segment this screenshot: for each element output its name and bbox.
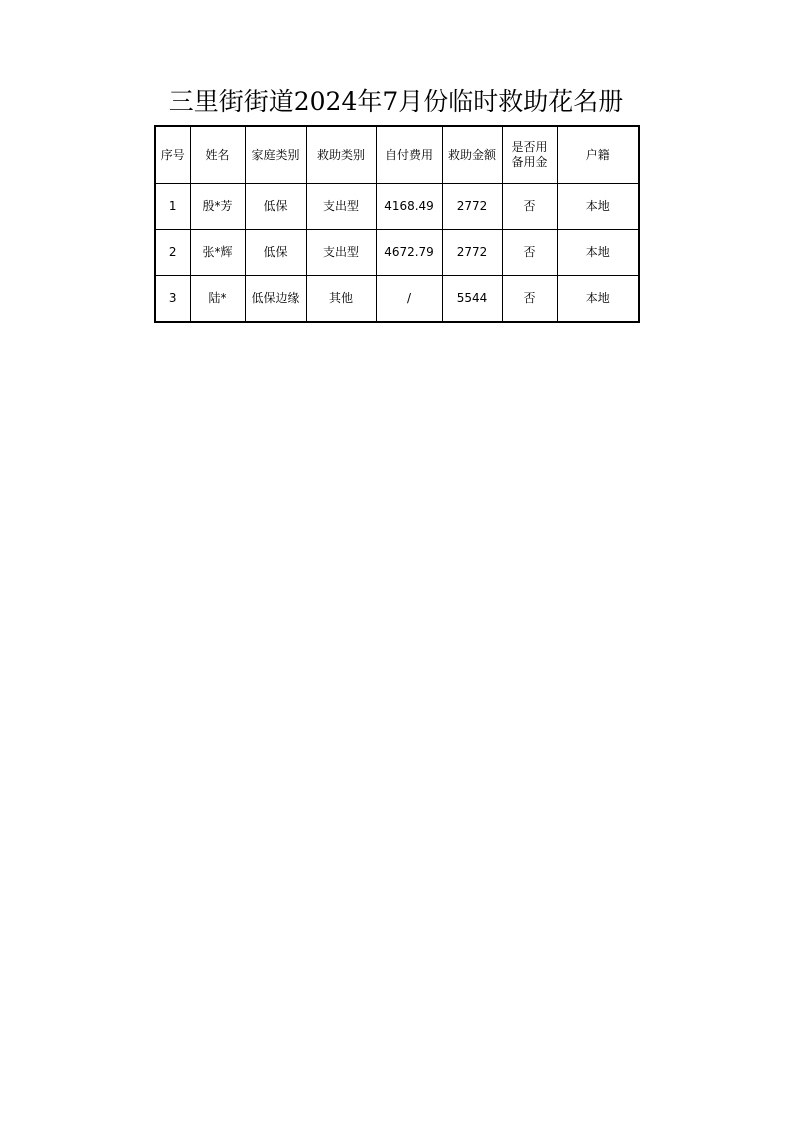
cell-aid-type: 支出型 [306,230,376,276]
cell-self-pay: / [376,276,442,323]
cell-name: 陆* [190,276,245,323]
cell-family-type: 低保边缘 [245,276,306,323]
table-row [155,276,639,323]
header-household: 户籍 [557,126,639,184]
header-family-type: 家庭类别 [245,126,306,184]
header-use-backup-fund-line1: 是否用 [511,140,548,154]
cell-seq: 1 [155,184,190,230]
cell-household: 本地 [557,184,639,230]
cell-use-backup-fund: 否 [502,276,557,323]
header-self-pay: 自付费用 [376,126,442,184]
cell-seq: 3 [155,276,190,323]
cell-use-backup-fund: 否 [502,184,557,230]
cell-aid-amount: 2772 [442,184,502,230]
cell-seq: 2 [155,230,190,276]
cell-family-type: 低保 [245,184,306,230]
cell-household: 本地 [557,276,639,323]
relief-roster-table [154,125,640,323]
cell-family-type: 低保 [245,230,306,276]
cell-aid-type: 支出型 [306,184,376,230]
cell-household: 本地 [557,230,639,276]
header-use-backup-fund [502,126,557,184]
header-aid-type: 救助类别 [306,126,376,184]
cell-aid-amount: 2772 [442,230,502,276]
table-row [155,230,639,276]
cell-aid-type: 其他 [306,276,376,323]
header-seq: 序号 [155,126,190,184]
table-header-row [155,126,639,184]
cell-self-pay: 4672.79 [376,230,442,276]
page-title: 三里街街道2024年7月份临时救助花名册 [168,87,624,116]
header-name: 姓名 [190,126,245,184]
cell-self-pay: 4168.49 [376,184,442,230]
cell-use-backup-fund: 否 [502,230,557,276]
cell-aid-amount: 5544 [442,276,502,323]
table-row [155,184,639,230]
cell-name: 张*辉 [190,230,245,276]
cell-name: 殷*芳 [190,184,245,230]
header-use-backup-fund-line2: 备用金 [511,155,548,169]
header-aid-amount: 救助金额 [442,126,502,184]
